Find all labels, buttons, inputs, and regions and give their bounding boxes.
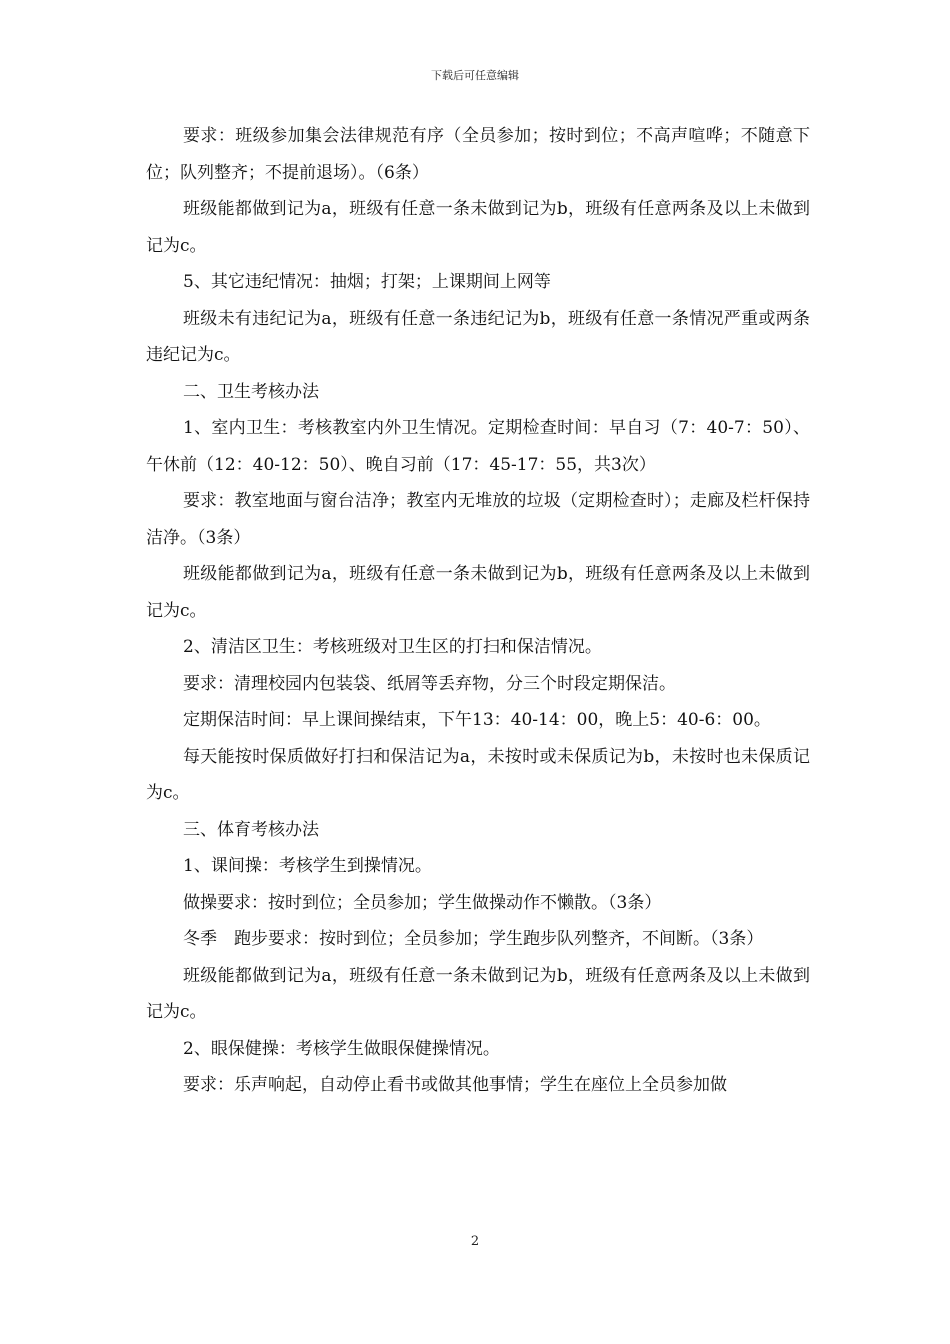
paragraph-indoor-hygiene: 1、室内卫生：考核教室内外卫生情况。定期检查时间：早自习（7：40-7：50）、午休前（12：40-12：50）、晚自习前（17：45-17：55，共3次） <box>146 418 810 475</box>
paragraph-cleaning-area: 2、清洁区卫生：考核班级对卫生区的打扫和保洁情况。 <box>183 637 602 657</box>
page-number: 2 <box>470 1234 480 1249</box>
paragraph-eye-requirements: 要求：乐声响起，自动停止看书或做其他事情；学生在座位上全员参加做 <box>183 1075 727 1095</box>
paragraph-violations-grading: 班级未有违纪记为a，班级有任意一条违纪记为b，班级有任意一条情况严重或两条违纪记为c。 <box>146 308 810 365</box>
paragraph-exercise-requirements: 做操要求：按时到位；全员参加；学生做操动作不懒散。（3条） <box>183 892 662 913</box>
paragraph-winter-running: 冬季 跑步要求：按时到位；全员参加；学生跑步队列整齐，不间断。（3条） <box>183 929 764 949</box>
paragraph-other-violations: 5、其它违纪情况：抽烟；打架；上课期间上网等 <box>183 272 551 292</box>
paragraph-indoor-grading: 班级能都做到记为a，班级有任意一条未做到记为b，班级有任意两条及以上未做到记为c。 <box>146 564 810 621</box>
section-heading-sports: 三、体育考核办法 <box>183 819 319 840</box>
paragraph-cleaning-times: 定期保洁时间：早上课间操结束，下午13：40-14：00，晚上5：40-6：00。 <box>183 710 771 730</box>
paragraph-assembly-requirements: 要求：班级参加集会法律规范有序（全员参加；按时到位；不高声喧哗；不随意下位；队列整齐；不提前退场）。（6条） <box>146 126 810 183</box>
paragraph-assembly-grading: 班级能都做到记为a，班级有任意一条未做到记为b，班级有任意两条及以上未做到记为c。 <box>146 199 810 256</box>
paragraph-break-exercise: 1、课间操：考核学生到操情况。 <box>183 856 432 876</box>
paragraph-cleaning-requirements: 要求：清理校园内包装袋、纸屑等丢弃物，分三个时段定期保洁。 <box>183 673 676 694</box>
page-header: 下载后可任意编辑 <box>431 69 519 82</box>
paragraph-indoor-requirements: 要求：教室地面与窗台洁净；教室内无堆放的垃圾（定期检查时）；走廊及栏杆保持洁净。（3条） <box>146 491 810 548</box>
paragraph-eye-exercise: 2、眼保健操：考核学生做眼保健操情况。 <box>183 1038 500 1059</box>
section-heading-hygiene: 二、卫生考核办法 <box>183 381 319 402</box>
paragraph-sports-grading: 班级能都做到记为a，班级有任意一条未做到记为b，班级有任意两条及以上未做到记为c。 <box>146 965 810 1022</box>
paragraph-cleaning-grading: 每天能按时保质做好打扫和保洁记为a，未按时或未保质记为b，未按时也未保质记为c。 <box>146 746 810 803</box>
document-body <box>146 118 810 1104</box>
